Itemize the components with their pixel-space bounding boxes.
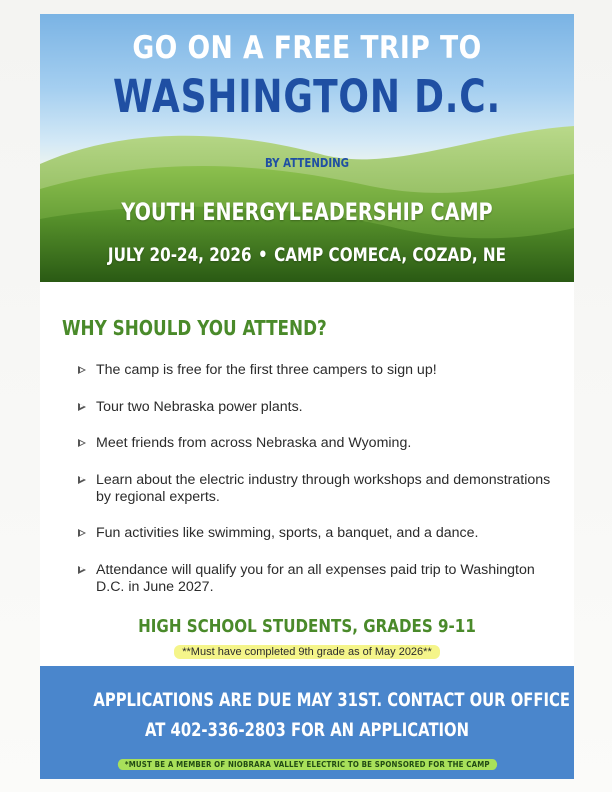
triangle-bullet-icon: [78, 403, 86, 411]
triangle-bullet-icon: [78, 366, 86, 374]
list-item: [78, 435, 558, 452]
list-item: [78, 399, 558, 416]
membership-note: *MUST BE A MEMBER OF NIOBRARA VALLEY ELECTRIC TO BE SPONSORED FOR THE CAMP: [118, 759, 497, 770]
camp-date-location: [93, 244, 520, 266]
triangle-bullet-icon: [78, 529, 86, 537]
camp-location: CAMP COMECA, COZAD, NE: [274, 244, 507, 266]
list-item-text: Fun activities like swimming, sports, a banquet, and a dance.: [96, 525, 479, 541]
why-attend-heading: WHY SHOULD YOU ATTEND?: [62, 316, 327, 340]
headline-destination: WASHINGTON D.C.: [113, 70, 501, 123]
list-item: [78, 525, 558, 542]
reasons-list: [78, 362, 558, 615]
eligibility-heading: HIGH SCHOOL STUDENTS, GRADES 9-11: [138, 616, 476, 637]
application-deadline: APPLICATIONS ARE DUE MAY 31ST. CONTACT OUR OFFICE: [93, 690, 570, 711]
bullet-separator: •: [257, 244, 268, 266]
triangle-bullet-icon: [78, 476, 86, 484]
list-item-text: Learn about the electric industry through workshops and demonstrations by regional experts.: [96, 471, 551, 505]
list-item: [78, 362, 558, 379]
list-item-text: Tour two Nebraska power plants.: [96, 398, 303, 415]
headline-trip: GO ON A FREE TRIP TO: [132, 30, 482, 66]
triangle-bullet-icon: [78, 439, 86, 447]
application-footer: [40, 666, 574, 779]
eligibility-note: **Must have completed 9th grade as of May 2026**: [174, 645, 439, 659]
list-item-text: The camp is free for the first three campers to sign up!: [96, 362, 437, 378]
by-attending-label: BY ATTENDING: [264, 156, 350, 170]
application-contact: AT 402-336-2803 FOR AN APPLICATION: [144, 720, 470, 741]
list-item: [78, 472, 558, 506]
flyer: [40, 14, 574, 779]
eligibility-note-row: [40, 642, 574, 660]
header-banner: [40, 14, 574, 282]
list-item: [78, 562, 558, 596]
list-item-text: Attendance will qualify you for an all expenses paid trip to Washington D.C. in June 2027.: [96, 561, 535, 595]
camp-date: JULY 20-24, 2026: [107, 244, 252, 266]
triangle-bullet-icon: [78, 566, 86, 574]
camp-name: YOUTH ENERGYLEADERSHIP CAMP: [121, 198, 493, 226]
list-item-text: Meet friends from across Nebraska and Wyoming.: [96, 435, 412, 451]
membership-note-row: [40, 754, 574, 772]
